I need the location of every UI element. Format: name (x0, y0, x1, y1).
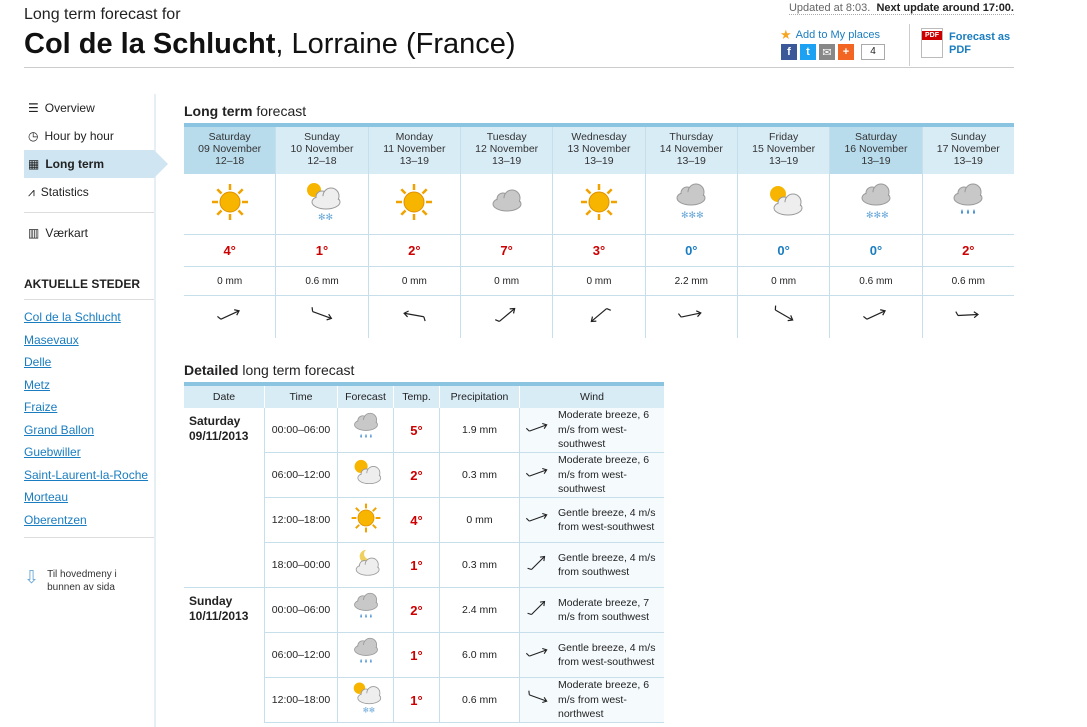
table-row (264, 543, 664, 588)
day-temp: 1° (275, 235, 367, 267)
day-header: Sunday 17 November 13–19 (922, 127, 1014, 174)
day-headers (184, 127, 1014, 174)
wind-description: Gentle breeze, 4 m/s from southwest (558, 551, 656, 578)
cloud-snow-icon (669, 180, 713, 229)
sidebar-border (154, 94, 156, 727)
chart-icon: ⩘ (28, 184, 35, 199)
col-temp: Temp. (393, 386, 439, 408)
page-title (24, 28, 516, 61)
wind-description: Moderate breeze, 6 m/s from west-southwest (558, 409, 650, 451)
sun-icon (579, 182, 619, 227)
partly-cloudy-snow-icon (300, 180, 344, 229)
nav-statistics[interactable]: ⩘ Statistics (28, 184, 89, 199)
updated-time: Updated at 8:03. (788, 2, 871, 14)
date-cell: Sunday 10/11/2013 (189, 594, 249, 623)
day-header: Saturday 16 November 13–19 (829, 127, 921, 174)
temp-cell: 4° (393, 498, 439, 542)
wind-arrow-icon (526, 461, 550, 490)
table-row (264, 408, 664, 453)
day-precip: 0 mm (737, 267, 829, 296)
pdf-label-2: PDF (949, 44, 971, 56)
precip-cell: 2.4 mm (439, 588, 519, 632)
arrow-down-icon: ⇩ (24, 567, 40, 587)
day-header: Tuesday 12 November 13–19 (460, 127, 552, 174)
email-icon[interactable]: ✉ (819, 44, 835, 60)
update-info (789, 2, 1014, 15)
partly-cloudy-snow-icon (348, 680, 384, 721)
places-bottom-divider (24, 537, 154, 538)
location-region: , Lorraine (France) (275, 28, 516, 60)
twitter-icon[interactable]: t (800, 44, 816, 60)
facebook-icon[interactable]: f (781, 44, 797, 60)
calendar-icon: ▦ (28, 157, 40, 171)
wind-arrow-icon (526, 596, 550, 625)
share-bar (781, 44, 885, 60)
col-precip: Precipitation (439, 386, 519, 408)
day-temp: 7° (460, 235, 552, 267)
svg-text:✻✻: ✻✻ (362, 705, 375, 715)
col-date: Date (212, 391, 236, 403)
day-precip: 0.6 mm (829, 267, 921, 296)
cloud-rain-icon (946, 180, 990, 229)
precip-cell: 0.6 mm (439, 678, 519, 722)
place-link[interactable]: Masevaux (24, 332, 79, 347)
wind-arrow-icon (309, 302, 335, 333)
long-term-heading: Long term forecast (184, 103, 307, 119)
place-link[interactable]: Oberentzen (24, 512, 87, 527)
map-icon: ▥ (28, 226, 40, 240)
temp-cell: 1° (393, 543, 439, 587)
day-precip: 0 mm (552, 267, 644, 296)
sidebar (24, 94, 154, 594)
place-link[interactable]: Col de la Schlucht (24, 310, 121, 324)
place-link[interactable]: Delle (24, 355, 52, 369)
day-header: Sunday 10 November 12–18 (275, 127, 367, 174)
precip-cell: 0 mm (439, 498, 519, 542)
to-main-menu-link[interactable] (24, 568, 154, 594)
next-update: Next update around 17:00. (876, 2, 1014, 14)
to-main-menu-label: Til hovedmeny i bunnen av sida (47, 569, 117, 593)
day-precip: 0.6 mm (275, 267, 367, 296)
table-row (264, 678, 664, 723)
table-row (264, 588, 664, 633)
day-precip: 0 mm (460, 267, 552, 296)
place-link[interactable]: Morteau (24, 490, 69, 504)
wind-description: Moderate breeze, 6 m/s from west-northwest (558, 679, 650, 721)
table-row (264, 453, 664, 498)
wind-arrow-icon (494, 302, 520, 333)
places-list (24, 306, 154, 531)
long-term-table (184, 123, 1014, 338)
nav-divider (24, 212, 154, 213)
time-cell: 12:00–18:00 (264, 678, 337, 722)
detailed-table (184, 386, 664, 723)
cloud-snow-icon (854, 180, 898, 229)
star-icon: ★ (780, 27, 792, 42)
col-wind: Wind (519, 386, 664, 408)
cloud-rain-icon (348, 635, 384, 676)
pdf-icon: PDF (921, 28, 943, 58)
places-divider (24, 299, 154, 300)
day-temp: 2° (922, 235, 1014, 267)
date-cell: Saturday 09/11/2013 (184, 408, 264, 588)
detailed-header-row (184, 386, 664, 408)
wind-arrow-icon (526, 506, 550, 535)
place-link[interactable]: Grand Ballon (24, 422, 95, 437)
temp-cell: 5° (393, 408, 439, 452)
nav-long-term[interactable]: ▦ Long term (24, 150, 154, 178)
day-precip (184, 267, 1014, 296)
wind-arrow-icon (217, 302, 243, 333)
pdf-label: Forecast as (949, 31, 1011, 43)
day-wind (184, 296, 1014, 338)
partly-cloudy-icon (348, 455, 384, 496)
day-temp: 3° (552, 235, 644, 267)
place-link[interactable]: Fraize (24, 400, 58, 414)
wind-arrow-icon (526, 551, 550, 580)
time-cell: 06:00–12:00 (264, 453, 337, 497)
day-temp: 0° (737, 235, 829, 267)
add-to-places-link[interactable] (780, 27, 880, 43)
sun-icon (210, 182, 250, 227)
place-link[interactable]: Saint-Laurent-la-Roche (24, 467, 149, 482)
day-header: Wednesday 13 November 13–19 (552, 127, 644, 174)
temp-cell: 2° (393, 588, 439, 632)
temp-cell: 2° (393, 453, 439, 497)
forecast-pdf-link[interactable] (921, 28, 1010, 58)
wind-description: Gentle breeze, 4 m/s from west-southwest (558, 506, 656, 533)
day-precip: 0.6 mm (922, 267, 1014, 296)
nav-overview[interactable]: ☰ Overview (28, 101, 95, 115)
place-link[interactable]: Guebwiller (24, 445, 81, 459)
wind-arrow-icon (586, 302, 612, 333)
location-name: Col de la Schlucht (24, 28, 276, 60)
wind-description: Moderate breeze, 7 m/s from southwest (558, 596, 650, 623)
day-temp: 0° (645, 235, 737, 267)
col-time: Time (264, 386, 337, 408)
wind-description: Gentle breeze, 4 m/s from west-southwest (558, 641, 656, 668)
clock-icon: ◷ (28, 129, 39, 143)
day-precip: 2.2 mm (645, 267, 737, 296)
place-link[interactable]: Metz (24, 377, 51, 392)
detailed-heading: Detailed long term forecast (184, 362, 355, 378)
day-icons (184, 174, 1014, 235)
precip-cell: 1.9 mm (439, 408, 519, 452)
time-cell: 18:00–00:00 (264, 543, 337, 587)
page-subtitle: Long term forecast for (24, 6, 181, 23)
nav-hour-by-hour[interactable]: ◷ Hour by hour (28, 129, 114, 143)
list-icon: ☰ (28, 101, 39, 115)
cloud-rain-icon (348, 410, 384, 451)
cloud-icon (485, 180, 529, 229)
wind-arrow-icon (526, 416, 550, 445)
cloud-rain-icon (348, 590, 384, 631)
page-header (24, 0, 1014, 68)
svg-text:✻✻✻: ✻✻✻ (681, 209, 704, 220)
temp-cell: 1° (393, 633, 439, 677)
day-header: Friday 15 November 13–19 (737, 127, 829, 174)
day-header: Monday 11 November 13–19 (368, 127, 460, 174)
wind-arrow-icon (863, 302, 889, 333)
table-row (264, 633, 664, 678)
share-count: 4 (861, 44, 885, 60)
day-header: Saturday 09 November 12–18 (184, 127, 275, 174)
table-row (264, 498, 664, 543)
wind-arrow-icon (955, 302, 981, 333)
precip-cell: 0.3 mm (439, 543, 519, 587)
wind-arrow-icon (526, 641, 550, 670)
wind-description: Moderate breeze, 6 m/s from west-southwest (558, 454, 650, 496)
temp-cell: 1° (393, 678, 439, 722)
precip-cell: 6.0 mm (439, 633, 519, 677)
day-temp: 2° (368, 235, 460, 267)
day-temp: 4° (184, 235, 275, 267)
wind-arrow-icon (401, 302, 427, 333)
places-heading: AKTUELLE STEDER (24, 277, 141, 291)
time-cell: 06:00–12:00 (264, 633, 337, 677)
time-cell: 00:00–06:00 (264, 588, 337, 632)
day-precip: 0 mm (184, 267, 275, 296)
add-to-places-label: Add to My places (795, 29, 881, 41)
partly-cloudy-icon (762, 180, 806, 229)
day-header: Thursday 14 November 13–19 (645, 127, 737, 174)
sun-icon (394, 182, 434, 227)
nav-vaerkart[interactable]: ▥ Værkart (28, 226, 89, 240)
svg-text:✻✻: ✻✻ (317, 211, 334, 222)
sun-icon (350, 502, 382, 539)
col-forecast: Forecast (337, 386, 393, 408)
day-precip: 0 mm (368, 267, 460, 296)
wind-arrow-icon (678, 302, 704, 333)
time-cell: 12:00–18:00 (264, 498, 337, 542)
precip-cell: 0.3 mm (439, 453, 519, 497)
day-temps (184, 235, 1014, 267)
share-plus-icon[interactable]: + (838, 44, 854, 60)
wind-arrow-icon (771, 302, 797, 333)
day-temp: 0° (829, 235, 921, 267)
wind-arrow-icon (526, 686, 550, 715)
svg-text:✻✻✻: ✻✻✻ (865, 209, 889, 220)
moon-cloud-icon (348, 545, 384, 586)
header-divider (909, 24, 910, 66)
time-cell: 00:00–06:00 (264, 408, 337, 452)
